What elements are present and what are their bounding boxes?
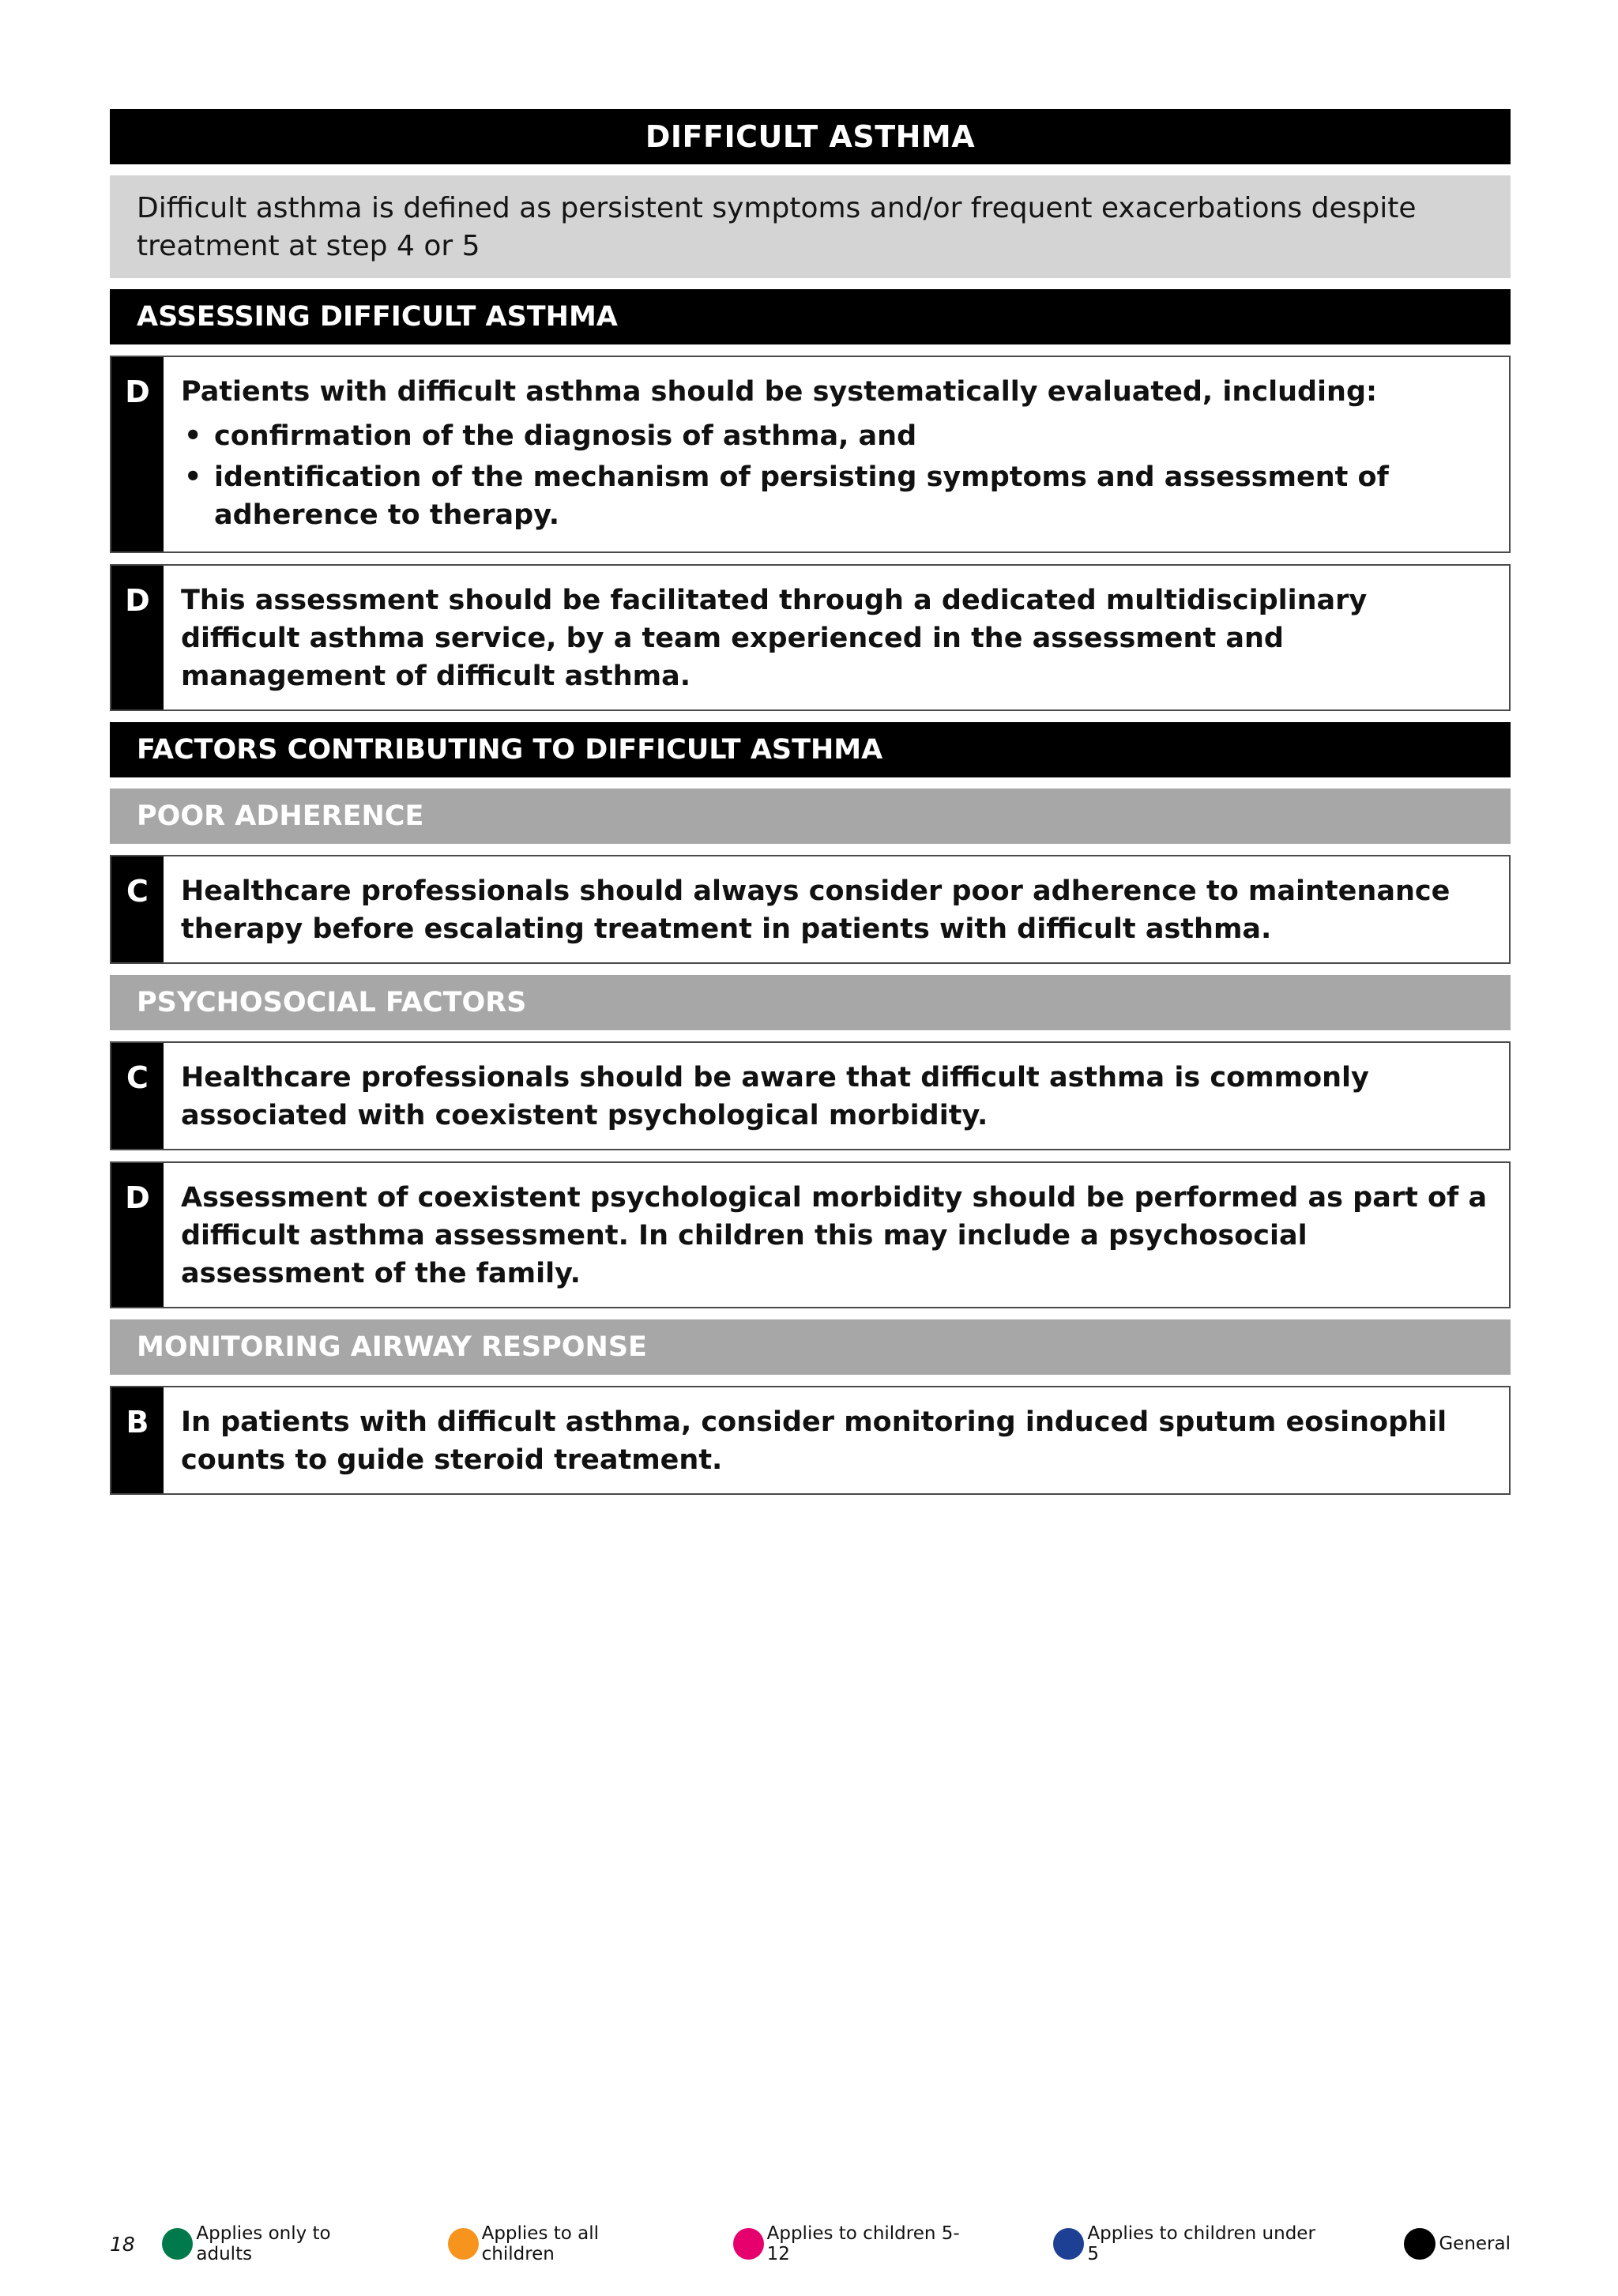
grade-label: C: [111, 1043, 164, 1149]
subsection-heading-monitoring: MONITORING AIRWAY RESPONSE: [110, 1319, 1511, 1375]
grade-label: D: [111, 566, 164, 710]
recommendation-box: [110, 564, 1511, 711]
recommendation-box: [110, 1161, 1511, 1308]
legend-label: Applies to children 5-12: [766, 2223, 960, 2264]
recommendation-text: This assessment should be facilitated through a dedicated multidisciplinary difficult asthma service, by a team experienced in the assessment and management of difficult asthma.: [181, 585, 1368, 692]
green-circle-icon: [162, 2228, 193, 2260]
recommendation-text: In patients with difficult asthma, consider monitoring induced sputum eosinophil counts to guide steroid treatment.: [181, 1406, 1447, 1476]
legend-label: Applies only to adults: [196, 2223, 331, 2264]
legend-label: General: [1439, 2234, 1511, 2254]
grade-label: C: [111, 856, 164, 962]
document-content: [110, 109, 1511, 1495]
definition-box: Difficult asthma is defined as persistent symptoms and/or frequent exacerbations despite treatment at step 4 or 5: [110, 175, 1511, 278]
page-title: DIFFICULT ASTHMA: [110, 109, 1511, 164]
black-circle-icon: [1404, 2228, 1436, 2260]
bullet-item: • confirmation of the diagnosis of asthma, and: [181, 417, 1490, 455]
orange-circle-icon: [448, 2228, 479, 2260]
section-heading-factors: FACTORS CONTRIBUTING TO DIFFICULT ASTHMA: [110, 722, 1511, 777]
subsection-heading-poor-adherence: POOR ADHERENCE: [110, 789, 1511, 844]
page-number: 18: [110, 2232, 135, 2256]
legend-item-adults: [162, 2223, 387, 2264]
recommendation-box: [110, 1386, 1511, 1495]
grade-label: D: [111, 357, 164, 551]
recommendation-text: Patients with difficult asthma should be systematically evaluated, including:: [181, 376, 1378, 408]
section-heading-assessing: ASSESSING DIFFICULT ASTHMA: [110, 289, 1511, 344]
legend-label: Applies to all children: [481, 2223, 600, 2264]
legend-item-all-children: [448, 2223, 673, 2264]
blue-circle-icon: [1053, 2228, 1084, 2260]
page-footer: [110, 2223, 1511, 2264]
magenta-circle-icon: [733, 2228, 764, 2260]
bullet-list: [181, 417, 1490, 534]
recommendation-box: [110, 356, 1511, 553]
legend-item-children-under-5: [1053, 2223, 1326, 2264]
legend-label: Applies to children under 5: [1087, 2223, 1315, 2264]
bullet-item: • identification of the mechanism of persisting symptoms and assessment of adherence to therapy.: [181, 458, 1490, 534]
recommendation-text: Healthcare professionals should be aware that difficult asthma is commonly associated with coexistent psychological morbidity.: [181, 1062, 1369, 1131]
legend-item-children-5-12: [733, 2223, 978, 2264]
grade-label: B: [111, 1387, 164, 1493]
legend-item-general: [1404, 2228, 1511, 2260]
grade-label: D: [111, 1163, 164, 1307]
recommendation-text: Assessment of coexistent psychological morbidity should be performed as part of a difficult asthma assessment. In children this may include a psychosocial assessment of the family.: [181, 1182, 1488, 1289]
recommendation-text-block: [164, 357, 1509, 551]
recommendation-box: [110, 855, 1511, 964]
recommendation-text: Healthcare professionals should always consider poor adherence to maintenance therapy before escalating treatment in patients with difficult asthma.: [181, 875, 1451, 945]
recommendation-box: [110, 1041, 1511, 1150]
subsection-heading-psychosocial: PSYCHOSOCIAL FACTORS: [110, 975, 1511, 1030]
